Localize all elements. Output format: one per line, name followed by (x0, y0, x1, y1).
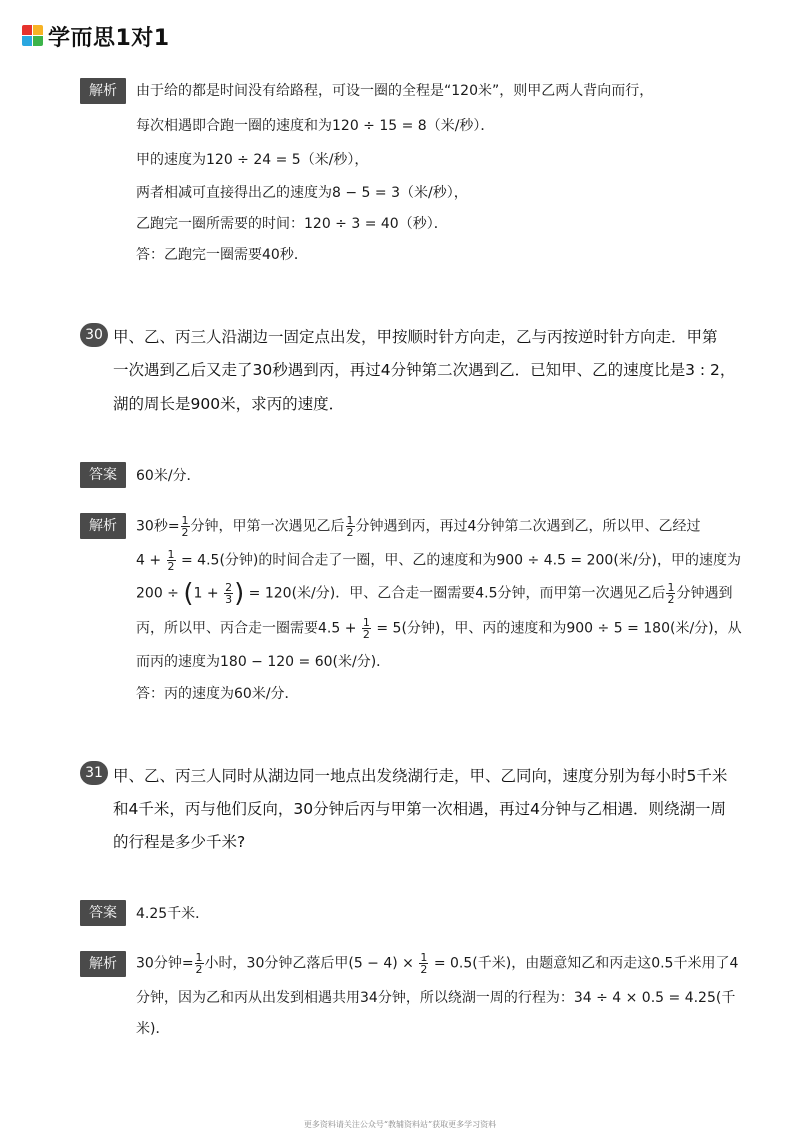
question-text-line: 甲、乙、丙三人同时从湖边同一地点出发绕湖行走，甲、乙同向，速度分别为每小时5千米 (113, 767, 728, 785)
fraction: $\frac{1}{2}$ (181, 514, 189, 539)
analysis-line: 答：丙的速度为60米/分． (136, 686, 299, 702)
analysis-line: 答：乙跑完一圈需要40秒． (136, 247, 308, 263)
analysis-label: 解析 (80, 78, 126, 104)
fraction: $\frac{1}{2}$ (195, 951, 203, 976)
analysis-line: 两者相减可直接得出乙的速度为8 − 5 = 3（米/秒）， (136, 185, 468, 201)
analysis-line: 乙跑完一圈所需要的时间：120 ÷ 3 = 40（秒）． (136, 216, 448, 232)
analysis-line: 而丙的速度为180 − 120 = 60(米/分)． (136, 654, 391, 670)
question-text-line: 一次遇到乙后又走了30秒遇到丙，再过4分钟第二次遇到乙．已知甲、乙的速度比是3 : 2， (113, 361, 736, 379)
fraction: $\frac{1}{2}$ (167, 548, 175, 573)
analysis-line: 200 ÷ (1 + $\frac{2}{3}$ ) = 120(米/分)．甲、乙合走一圈需要4.5分钟，而甲第一次遇见乙后 $\frac{1}{2}$ 分钟遇到 (136, 578, 733, 609)
answer-label: 答案 (80, 900, 126, 926)
question-number-badge: 30 (80, 323, 108, 347)
analysis-line: 分钟，因为乙和丙从出发到相遇共用34分钟，所以绕湖一周的行程为：34 ÷ 4 × 0.5 = 4.25(千 (136, 990, 736, 1006)
analysis-label: 解析 (80, 951, 126, 977)
answer-text: 4.25千米． (136, 906, 210, 922)
fraction: $\frac{1}{2}$ (420, 951, 428, 976)
analysis-line: 由于给的都是时间没有给路程，可设一圈的全程是“120米”，则甲乙两人背向而行， (136, 83, 654, 99)
analysis-line: 30秒= $\frac{1}{2}$ 分钟，甲第一次遇见乙后 $\frac{1}{2}$ 分钟遇到丙，再过4分钟第二次遇到乙，所以甲、乙经过 (136, 514, 701, 539)
answer-text: 60米/分． (136, 468, 201, 484)
question-text-line: 和4千米，丙与他们反向，30分钟后丙与甲第一次相遇，再过4分钟与乙相遇．则绕湖一周 (113, 800, 726, 818)
analysis-line: 丙，所以甲、丙合走一圈需要4.5 + $\frac{1}{2}$ = 5(分钟)，甲、丙的速度和为900 ÷ 5 = 180(米/分)，从 (136, 616, 742, 641)
analysis-line: 每次相遇即合跑一圈的速度和为120 ÷ 15 = 8（米/秒）． (136, 118, 495, 134)
fraction: $\frac{1}{2}$ (667, 581, 675, 606)
analysis-line: 甲的速度为120 ÷ 24 = 5（米/秒）， (136, 152, 369, 168)
question-text-line: 湖的周长是900米，求丙的速度． (113, 395, 345, 413)
analysis-label: 解析 (80, 513, 126, 539)
logo-text: 学而思1对1 (48, 25, 170, 51)
question-text-line: 的行程是多少千米? (113, 833, 246, 851)
analysis-line: 4 + $\frac{1}{2}$ = 4.5(分钟)的时间合走了一圈，甲、乙的速度和为900 ÷ 4.5 = 200(米/分)，甲的速度为 (136, 548, 741, 573)
fraction: $\frac{2}{3}$ (225, 581, 233, 606)
fraction: $\frac{1}{2}$ (346, 514, 354, 539)
analysis-line: 30分钟= $\frac{1}{2}$ 小时，30分钟乙落后甲(5 − 4) × $\frac{1}{2}$ = 0.5(千米)，由题意知乙和丙走这0.5千米用了4 (136, 951, 739, 976)
answer-label: 答案 (80, 462, 126, 488)
brand-logo (22, 22, 170, 50)
page-footer: 更多资料请关注公众号“教辅资料站”获取更多学习资料 (303, 1120, 497, 1129)
analysis-line: 米)． (136, 1021, 170, 1037)
question-number-badge: 31 (80, 761, 108, 785)
fraction: $\frac{1}{2}$ (362, 616, 370, 641)
logo-icon (22, 25, 44, 47)
question-text-line: 甲、乙、丙三人沿湖边一固定点出发，甲按顺时针方向走，乙与丙按逆时针方向走．甲第 (113, 328, 718, 346)
